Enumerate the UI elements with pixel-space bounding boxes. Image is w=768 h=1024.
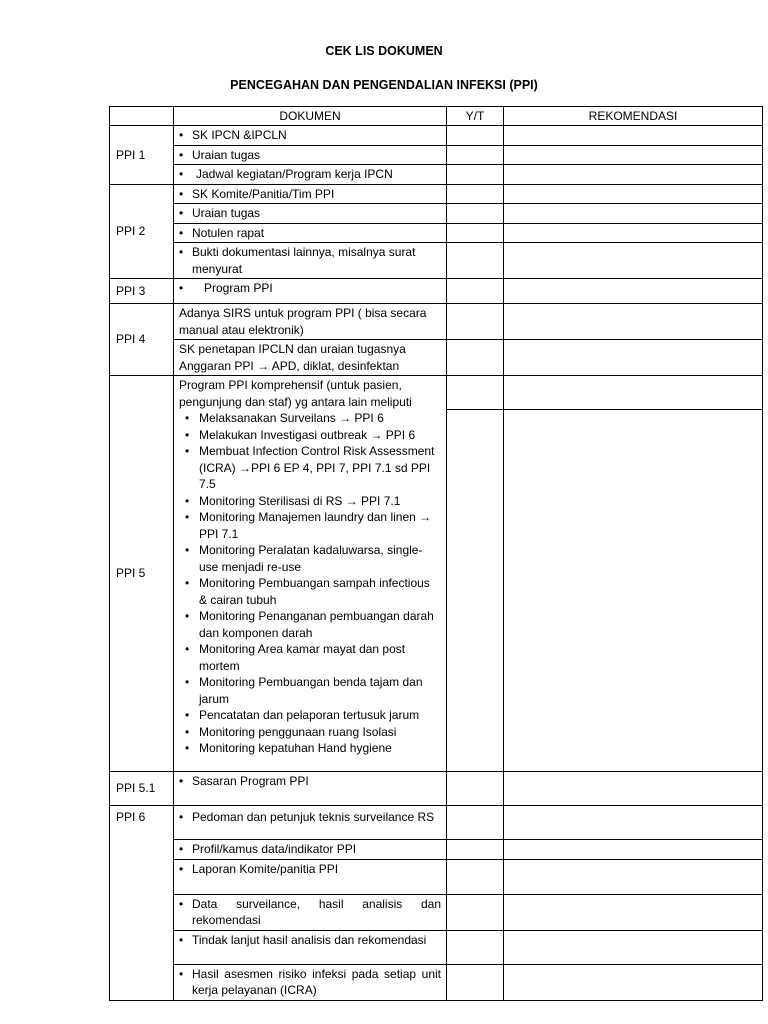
rekomendasi-cell[interactable] [504, 772, 763, 806]
doc-item: • Notulen rapat [174, 223, 447, 243]
yt-cell[interactable] [447, 376, 504, 410]
rekomendasi-cell[interactable] [504, 859, 763, 894]
table-row [110, 930, 763, 964]
ppi5-intro: Program PPI komprehensif (untuk pasien, pengunjung dan staf) yg antara lain meliputi [179, 378, 412, 409]
yt-cell[interactable] [447, 279, 504, 304]
table-row [110, 806, 763, 840]
document-subtitle: PENCEGAHAN DAN PENGENDALIAN INFEKSI (PPI) [230, 78, 538, 92]
doc-item: • SK Komite/Panitia/Tim PPI [174, 184, 447, 204]
yt-cell[interactable] [447, 964, 504, 1000]
table-row [110, 859, 763, 894]
rekomendasi-cell[interactable] [504, 145, 763, 165]
table-row [110, 223, 763, 243]
rekomendasi-cell[interactable] [504, 376, 763, 410]
doc-item: SK penetapan IPCLN dan uraian tugasnya Anggaran PPI → APD, diklat, desinfektan [174, 340, 447, 376]
doc-item: • Sasaran Program PPI [174, 772, 447, 806]
yt-cell[interactable] [447, 184, 504, 204]
rekomendasi-cell[interactable] [504, 279, 763, 304]
doc-item: • Data surveilance, hasil analisis dan rekomendasi [174, 894, 447, 930]
doc-item: • Uraian tugas [174, 204, 447, 224]
document-title: CEK LIS DOKUMEN [325, 44, 443, 58]
doc-item: • Program PPI [174, 279, 447, 304]
yt-cell[interactable] [447, 840, 504, 860]
list-item: • Monitoring Penanganan pembuangan darah dan komponen darah [199, 608, 441, 641]
list-item: • Monitoring kepatuhan Hand hygiene [199, 740, 441, 757]
rekomendasi-cell[interactable] [504, 806, 763, 840]
doc-item [174, 376, 447, 772]
row-code-ppi3: PPI 3 [110, 279, 174, 304]
doc-item: • Pedoman dan petunjuk teknis surveilance RS [174, 806, 447, 840]
yt-cell[interactable] [447, 126, 504, 146]
yt-cell[interactable] [447, 894, 504, 930]
table-row [110, 145, 763, 165]
yt-cell[interactable] [447, 223, 504, 243]
yt-cell[interactable] [447, 806, 504, 840]
row-code-ppi1: PPI 1 [110, 126, 174, 185]
row-code-ppi5: PPI 5 [110, 376, 174, 772]
yt-cell[interactable] [447, 145, 504, 165]
list-item: • Monitoring Peralatan kadaluwarsa, single-use menjadi re-use [199, 542, 441, 575]
table-row [110, 964, 763, 1000]
rekomendasi-cell[interactable] [504, 840, 763, 860]
table-row [110, 340, 763, 376]
list-item: • Monitoring penggunaan ruang Isolasi [199, 724, 441, 741]
row-code-ppi6: PPI 6 [110, 806, 174, 1001]
row-code-ppi51: PPI 5.1 [110, 772, 174, 806]
table-row [110, 165, 763, 185]
yt-cell[interactable] [447, 930, 504, 964]
yt-cell[interactable] [447, 243, 504, 279]
rekomendasi-cell[interactable] [504, 243, 763, 279]
row-code-ppi2: PPI 2 [110, 184, 174, 279]
header-row [110, 107, 763, 126]
header-code [110, 107, 174, 126]
list-item: • Melaksanakan Surveilans → PPI 6 [199, 410, 441, 427]
rekomendasi-cell[interactable] [504, 126, 763, 146]
table-row [110, 772, 763, 806]
doc-item: • Jadwal kegiatan/Program kerja IPCN [174, 165, 447, 185]
rekomendasi-cell[interactable] [504, 223, 763, 243]
header-dokumen: DOKUMEN [174, 107, 447, 126]
doc-item: • Profil/kamus data/indikator PPI [174, 840, 447, 860]
list-item: • Monitoring Manajemen laundry dan linen → PPI 7.1 [199, 509, 441, 542]
rekomendasi-cell[interactable] [504, 930, 763, 964]
rekomendasi-cell[interactable] [504, 165, 763, 185]
list-item: • Monitoring Sterilisasi di RS → PPI 7.1 [199, 493, 441, 510]
rekomendasi-cell[interactable] [504, 894, 763, 930]
table-row [110, 894, 763, 930]
table-row [110, 304, 763, 340]
doc-item: • Hasil asesmen risiko infeksi pada setiap unit kerja pelayanan (ICRA) [174, 964, 447, 1000]
table-row [110, 840, 763, 860]
table-row [110, 204, 763, 224]
header-yt: Y/T [447, 107, 504, 126]
table-row [110, 243, 763, 279]
table-row [110, 376, 763, 410]
yt-cell[interactable] [447, 410, 504, 772]
list-item: • Monitoring Pembuangan benda tajam dan jarum [199, 674, 441, 707]
checklist-table [109, 106, 763, 1001]
doc-item: • Laporan Komite/panitia PPI [174, 859, 447, 894]
table-row [110, 184, 763, 204]
list-item: • Pencatatan dan pelaporan tertusuk jarum [199, 707, 441, 724]
list-item: • Membuat Infection Control Risk Assessment (ICRA) →PPI 6 EP 4, PPI 7, PPI 7.1 sd PPI 7.5 [199, 443, 441, 493]
yt-cell[interactable] [447, 340, 504, 376]
rekomendasi-cell[interactable] [504, 204, 763, 224]
list-item: • Monitoring Area kamar mayat dan post mortem [199, 641, 441, 674]
row-code-ppi4: PPI 4 [110, 304, 174, 376]
rekomendasi-cell[interactable] [504, 410, 763, 772]
doc-item: • SK IPCN &IPCLN [174, 126, 447, 146]
yt-cell[interactable] [447, 304, 504, 340]
header-rekomendasi: REKOMENDASI [504, 107, 763, 126]
rekomendasi-cell[interactable] [504, 964, 763, 1000]
rekomendasi-cell[interactable] [504, 340, 763, 376]
yt-cell[interactable] [447, 772, 504, 806]
list-item: • Monitoring Pembuangan sampah infectious & cairan tubuh [199, 575, 441, 608]
doc-item: • Tindak lanjut hasil analisis dan rekomendasi [174, 930, 447, 964]
list-item: • Melakukan Investigasi outbreak → PPI 6 [199, 427, 441, 444]
ppi5-list [179, 410, 441, 757]
rekomendasi-cell[interactable] [504, 304, 763, 340]
yt-cell[interactable] [447, 204, 504, 224]
doc-item: • Bukti dokumentasi lainnya, misalnya surat menyurat [174, 243, 447, 279]
rekomendasi-cell[interactable] [504, 184, 763, 204]
doc-item: Adanya SIRS untuk program PPI ( bisa secara manual atau elektronik) [174, 304, 447, 340]
yt-cell[interactable] [447, 165, 504, 185]
table-row [110, 279, 763, 304]
table-row [110, 126, 763, 146]
doc-item: • Uraian tugas [174, 145, 447, 165]
yt-cell[interactable] [447, 859, 504, 894]
